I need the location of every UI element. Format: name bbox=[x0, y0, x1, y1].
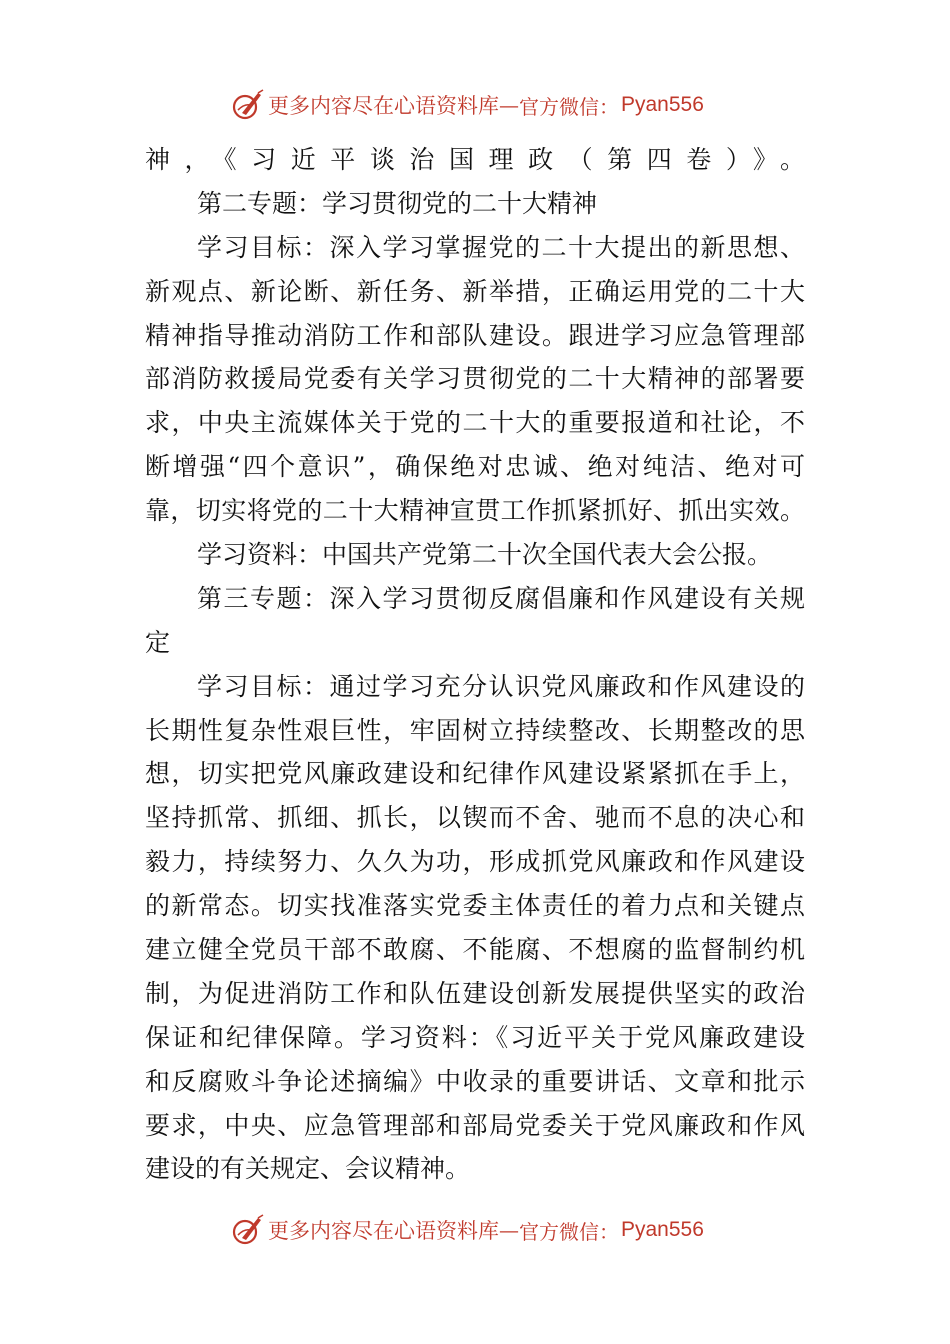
text-line: 靠，切实将党的二十大精神宣贯工作抓紧抓好、抓出实效。 bbox=[145, 496, 805, 526]
text-line: 想，切实把党风廉政建设和纪律作风建设紧紧抓在手上， bbox=[145, 759, 805, 789]
text-line: 断增强“四个意识”，确保绝对忠诚、绝对纯洁、绝对可 bbox=[145, 452, 805, 482]
section-heading-end: 定 bbox=[145, 627, 171, 657]
text-line: 要求，中央、应急管理部和部局党委关于党风廉政和作风 bbox=[145, 1110, 805, 1140]
text-line: 毅力，持续努力、久久为功，形成抓党风廉政和作风建设 bbox=[145, 847, 805, 877]
text-line: 和反腐败斗争论述摘编》中收录的重要讲话、文章和批示 bbox=[145, 1066, 805, 1096]
text-line: 学习目标：通过学习充分认识党风廉政和作风建设的 bbox=[197, 671, 805, 701]
text-line: 神，《习近平谈治国理政（第四卷）》。 bbox=[145, 145, 805, 174]
watermark-wechat-id: Pyan556 bbox=[621, 1218, 704, 1241]
section-heading: 第三专题：深入学习贯彻反腐倡廉和作风建设有关规 bbox=[197, 583, 805, 613]
watermark-dash: — bbox=[499, 1218, 519, 1242]
header-watermark bbox=[230, 85, 704, 125]
text-line: 建设的有关规定、会议精神。 bbox=[145, 1154, 471, 1184]
text-line: 坚持抓常、抓细、抓长，以锲而不舍、驰而不息的决心和 bbox=[145, 803, 805, 833]
quill-pen-circle-logo-icon bbox=[230, 88, 264, 122]
section-heading: 第二专题：学习贯彻党的二十大精神 bbox=[197, 188, 598, 218]
watermark-dash: — bbox=[499, 93, 519, 117]
text-line: 长期性复杂性艰巨性，牢固树立持续整改、长期整改的思 bbox=[145, 715, 805, 745]
quill-pen-circle-logo-icon bbox=[230, 1213, 264, 1247]
text-line: 制，为促进消防工作和队伍建设创新发展提供坚实的政治 bbox=[145, 978, 805, 1008]
footer-watermark bbox=[230, 1210, 704, 1250]
text-line: 求，中央主流媒体关于党的二十大的重要报道和社论，不 bbox=[145, 408, 805, 438]
watermark-sub-text: 官方微信： bbox=[519, 94, 619, 119]
watermark-main-text: 更多内容尽在心语资料库 bbox=[268, 94, 499, 118]
text-line: 学习资料：中国共产党第二十次全国代表大会公报。 bbox=[197, 540, 773, 570]
text-line: 精神指导推动消防工作和部队建设。跟进学习应急管理部 bbox=[145, 320, 805, 350]
document-body bbox=[145, 138, 805, 1191]
text-line: 保证和纪律保障。学习资料：《习近平关于党风廉政建设 bbox=[145, 1022, 805, 1052]
text-line: 建立健全党员干部不敢腐、不能腐、不想腐的监督制约机 bbox=[145, 935, 805, 965]
text-line: 部消防救援局党委有关学习贯彻党的二十大精神的部署要 bbox=[145, 364, 805, 394]
watermark-sub-text: 官方微信： bbox=[519, 1219, 619, 1244]
text-line: 学习目标：深入学习掌握党的二十大提出的新思想、 bbox=[197, 232, 805, 262]
text-line: 新观点、新论断、新任务、新举措，正确运用党的二十大 bbox=[145, 276, 805, 306]
text-line: 的新常态。切实找准落实党委主体责任的着力点和关键点 bbox=[145, 891, 805, 921]
watermark-main-text: 更多内容尽在心语资料库 bbox=[268, 1219, 499, 1243]
watermark-wechat-id: Pyan556 bbox=[621, 93, 704, 116]
